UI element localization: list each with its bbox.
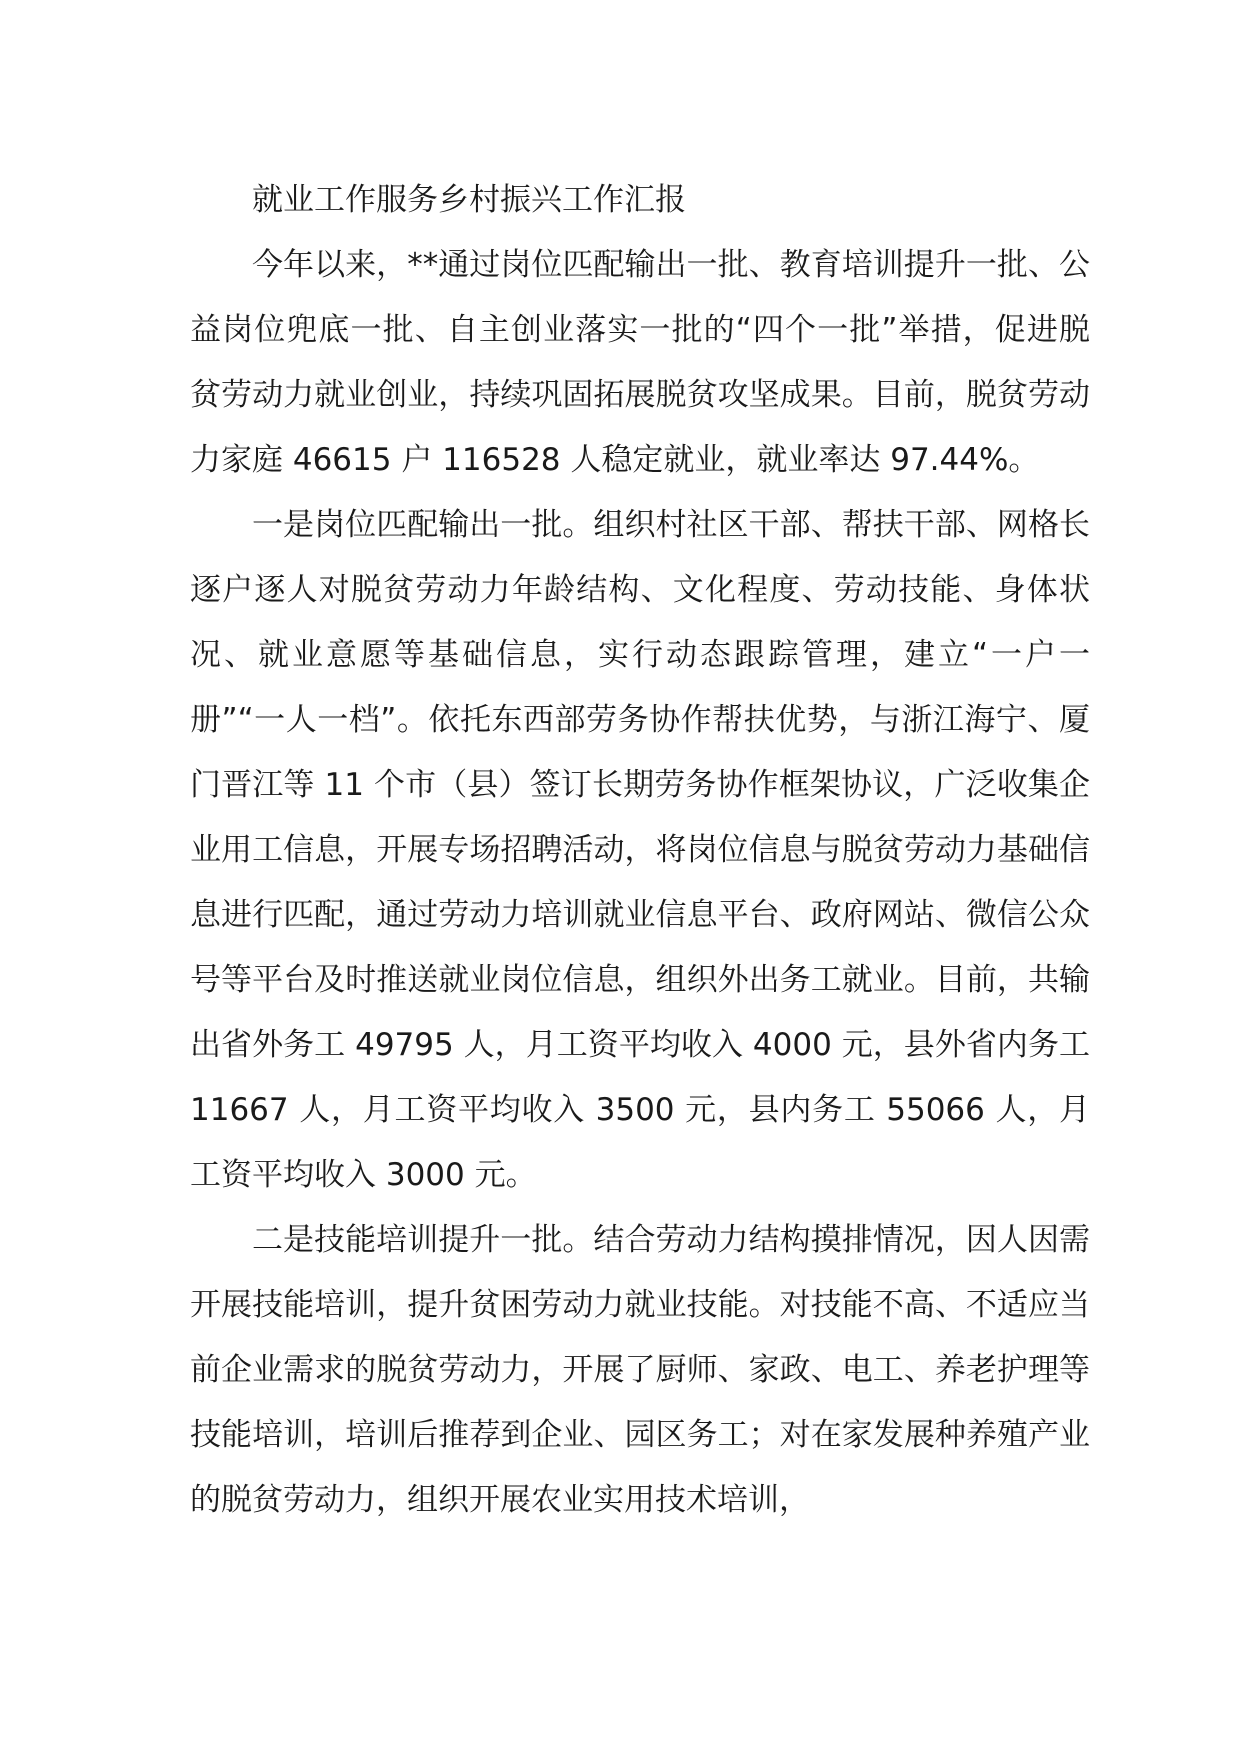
paragraph-intro: 今年以来，**通过岗位匹配输出一批、教育培训提升一批、公益岗位兜底一批、自主创业落实一批的“四个一批”举措，促进脱贫劳动力就业创业，持续巩固拓展脱贫攻坚成果。目前，脱贫劳动力家庭 46615 户 116528 人稳定就业，就业率达 97.44%。 [190,247,1090,478]
document-body [190,168,1090,1533]
paragraph-skill-training: 二是技能培训提升一批。结合劳动力结构摸排情况，因人因需开展技能培训，提升贫困劳动力就业技能。对技能不高、不适应当前企业需求的脱贫劳动力，开展了厨师、家政、电工、养老护理等技能培训，培训后推荐到企业、园区务工；对在家发展种养殖产业的脱贫劳动力，组织开展农业实用技术培训， [190,1222,1090,1518]
paragraph-job-matching: 一是岗位匹配输出一批。组织村社区干部、帮扶干部、网格长逐户逐人对脱贫劳动力年龄结构、文化程度、劳动技能、身体状况、就业意愿等基础信息，实行动态跟踪管理，建立“一户一册”“一人一档”。依托东西部劳务协作帮扶优势，与浙江海宁、厦门晋江等 11 个市（县）签订长期劳务协作框架协议，广泛收集企业用工信息，开展专场招聘活动，将岗位信息与脱贫劳动力基础信息进行匹配，通过劳动力培训就业信息平台、政府网站、微信公众号等平台及时推送就业岗位信息，组织外出务工就业。目前，共输出省外务工 49795 人，月工资平均收入 4000 元，县外省内务工 11667 人，月工资平均收入 3500 元，县内务工 55066 人，月工资平均收入 3000 元。 [190,507,1090,1193]
document-title: 就业工作服务乡村振兴工作汇报 [252,182,686,218]
